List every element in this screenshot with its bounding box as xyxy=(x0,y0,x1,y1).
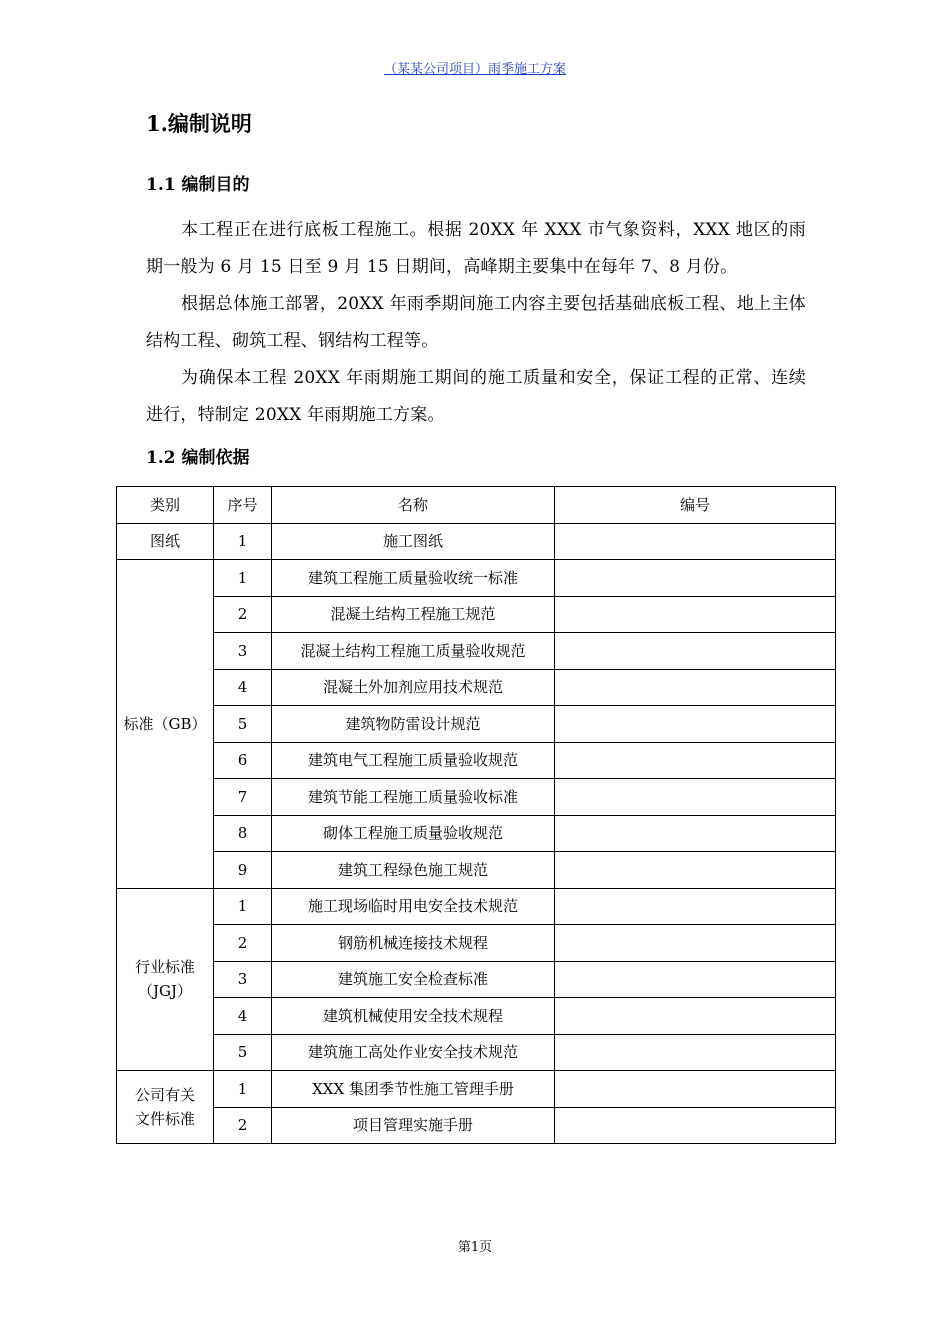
code-cell xyxy=(555,1107,836,1144)
table-row xyxy=(117,815,836,852)
number-cell: 3 xyxy=(214,961,272,998)
category-cell xyxy=(117,888,214,1071)
number-cell: 1 xyxy=(214,888,272,925)
name-cell: 建筑电气工程施工质量验收规范 xyxy=(272,742,555,779)
number-cell: 5 xyxy=(214,706,272,743)
number-cell: 1 xyxy=(214,523,272,560)
number-cell: 1 xyxy=(214,560,272,597)
section-1-2-heading: 1.2 编制依据 xyxy=(146,448,250,468)
number-cell: 2 xyxy=(214,925,272,962)
name-cell: 建筑工程绿色施工规范 xyxy=(272,852,555,889)
name-cell: 施工现场临时用电安全技术规范 xyxy=(272,888,555,925)
header-number: 序号 xyxy=(214,487,272,524)
code-cell xyxy=(555,669,836,706)
header-title: （某某公司项目）雨季施工方案 xyxy=(383,62,566,77)
table-row xyxy=(117,633,836,670)
header-name: 名称 xyxy=(272,487,555,524)
code-cell xyxy=(555,1071,836,1108)
table-row xyxy=(117,779,836,816)
name-cell: 混凝土外加剂应用技术规范 xyxy=(272,669,555,706)
table-row xyxy=(117,742,836,779)
name-cell: 建筑机械使用安全技术规程 xyxy=(272,998,555,1035)
table-row xyxy=(117,961,836,998)
code-cell xyxy=(555,888,836,925)
name-cell: XXX 集团季节性施工管理手册 xyxy=(272,1071,555,1108)
number-cell: 2 xyxy=(214,596,272,633)
table-row xyxy=(117,596,836,633)
name-cell: 混凝土结构工程施工质量验收规范 xyxy=(272,633,555,670)
basis-table xyxy=(116,486,836,1144)
table-row xyxy=(117,1107,836,1144)
name-cell: 钢筋机械连接技术规程 xyxy=(272,925,555,962)
name-cell: 建筑物防雷设计规范 xyxy=(272,706,555,743)
code-cell xyxy=(555,742,836,779)
name-cell: 建筑施工高处作业安全技术规范 xyxy=(272,1034,555,1071)
category-label: 公司有关文件标准 xyxy=(134,1086,195,1128)
category-label: 行业标准（JGJ） xyxy=(134,958,195,1001)
name-cell: 建筑工程施工质量验收统一标准 xyxy=(272,560,555,597)
category-cell: 标准（GB） xyxy=(117,560,214,889)
name-cell: 建筑节能工程施工质量验收标准 xyxy=(272,779,555,816)
name-cell: 混凝土结构工程施工规范 xyxy=(272,596,555,633)
number-cell: 3 xyxy=(214,633,272,670)
table-row xyxy=(117,669,836,706)
code-cell xyxy=(555,961,836,998)
code-cell xyxy=(555,998,836,1035)
section-1-heading: 1.编制说明 xyxy=(146,111,252,136)
table-row xyxy=(117,1071,836,1108)
table-row xyxy=(117,560,836,597)
table-row xyxy=(117,706,836,743)
code-cell xyxy=(555,852,836,889)
category-cell xyxy=(117,1071,214,1144)
code-cell xyxy=(555,560,836,597)
table-header-row xyxy=(117,487,836,524)
table-row xyxy=(117,888,836,925)
table-row xyxy=(117,998,836,1035)
table-row xyxy=(117,1034,836,1071)
number-cell: 4 xyxy=(214,669,272,706)
number-cell: 4 xyxy=(214,998,272,1035)
number-cell: 1 xyxy=(214,1071,272,1108)
code-cell xyxy=(555,523,836,560)
code-cell xyxy=(555,1034,836,1071)
code-cell xyxy=(555,633,836,670)
number-cell: 2 xyxy=(214,1107,272,1144)
header-category: 类别 xyxy=(117,487,214,524)
paragraph-2: 根据总体施工部署，20XX 年雨季期间施工内容主要包括基础底板工程、地上主体结构工程、砌筑工程、钢结构工程等。 xyxy=(146,294,806,351)
table-row xyxy=(117,852,836,889)
paragraph-3: 为确保本工程 20XX 年雨期施工期间的施工质量和安全，保证工程的正常、连续进行，特制定 20XX 年雨期施工方案。 xyxy=(146,368,806,425)
number-cell: 8 xyxy=(214,815,272,852)
code-cell xyxy=(555,706,836,743)
page-footer: 第1页 xyxy=(457,1240,493,1255)
page-header xyxy=(0,58,950,77)
name-cell: 施工图纸 xyxy=(272,523,555,560)
number-cell: 5 xyxy=(214,1034,272,1071)
code-cell xyxy=(555,779,836,816)
code-cell xyxy=(555,925,836,962)
code-cell xyxy=(555,815,836,852)
category-cell: 图纸 xyxy=(117,523,214,560)
number-cell: 6 xyxy=(214,742,272,779)
table-row xyxy=(117,925,836,962)
code-cell xyxy=(555,596,836,633)
name-cell: 砌体工程施工质量验收规范 xyxy=(272,815,555,852)
header-code: 编号 xyxy=(555,487,836,524)
number-cell: 7 xyxy=(214,779,272,816)
section-1-1-heading: 1.1 编制目的 xyxy=(146,175,250,195)
number-cell: 9 xyxy=(214,852,272,889)
table-row xyxy=(117,523,836,560)
name-cell: 建筑施工安全检查标准 xyxy=(272,961,555,998)
paragraph-1: 本工程正在进行底板工程施工。根据 20XX 年 XXX 市气象资料，XXX 地区的雨期一般为 6 月 15 日至 9 月 15 日期间，高峰期主要集中在每年 7、8 月份。 xyxy=(146,220,806,277)
name-cell: 项目管理实施手册 xyxy=(272,1107,555,1144)
